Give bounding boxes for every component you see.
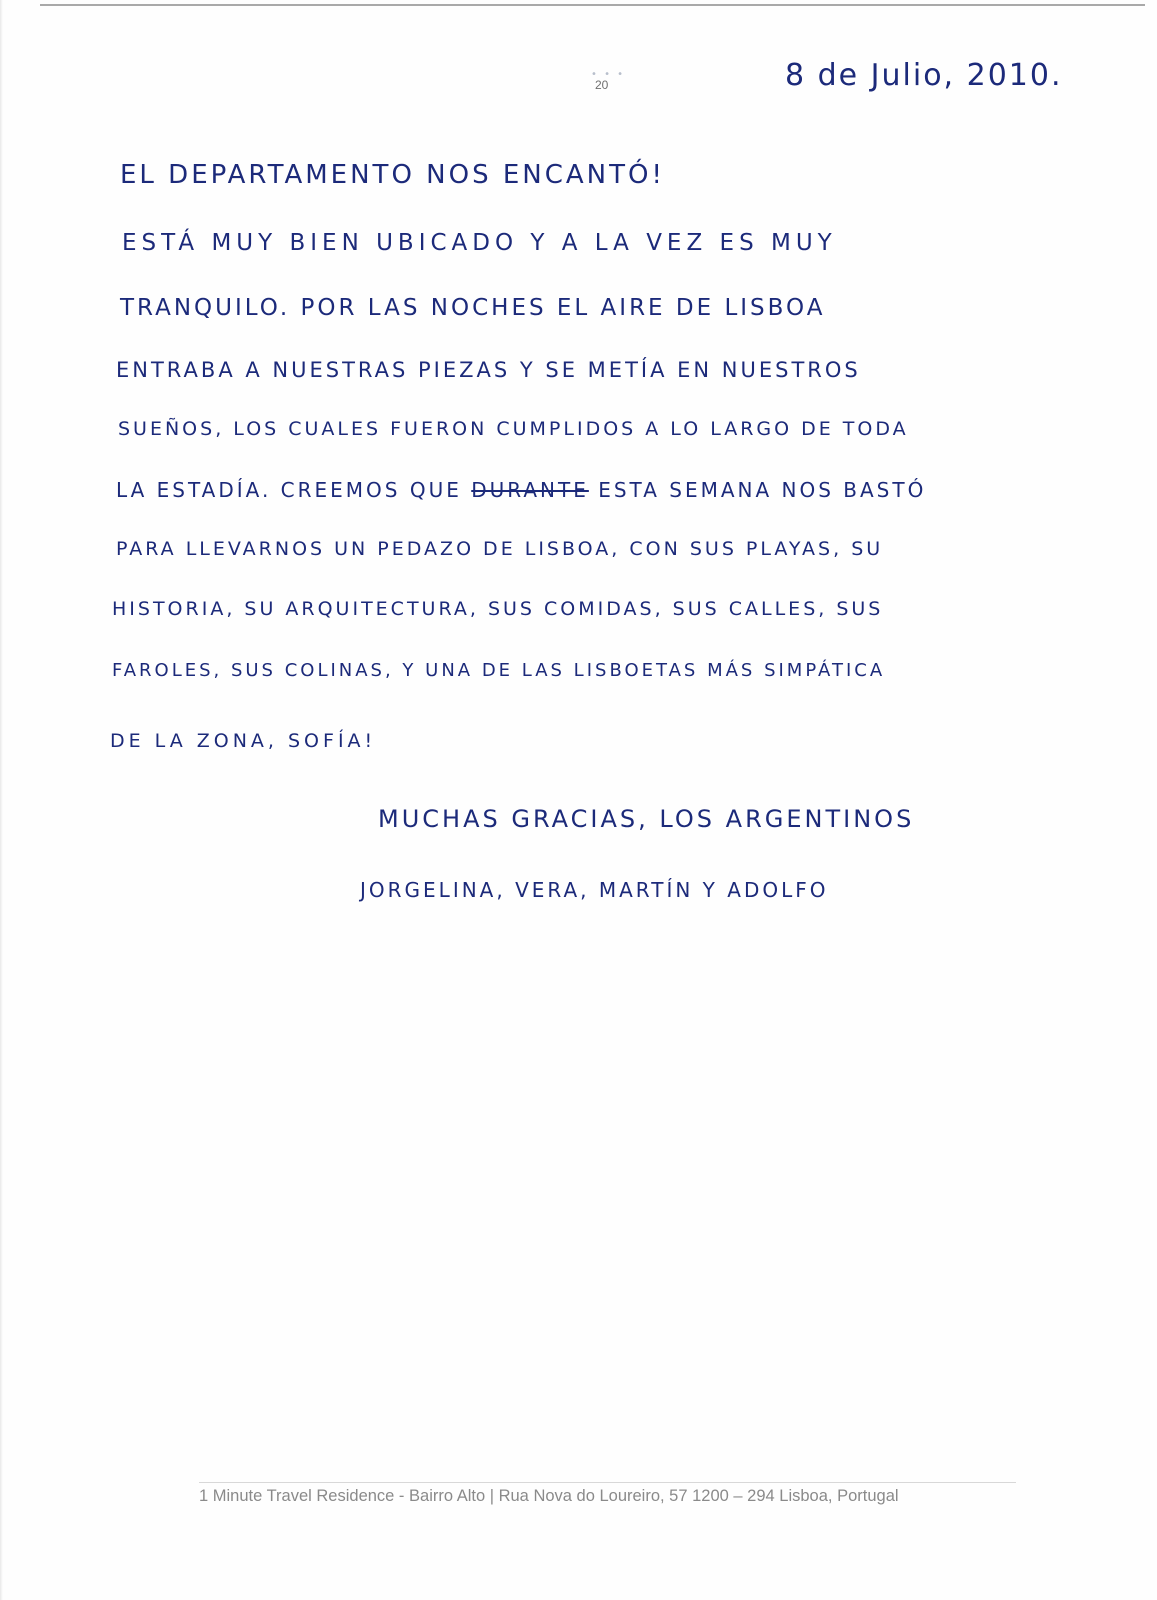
letter-line-6	[116, 478, 926, 502]
scan-left-shadow	[0, 0, 3, 1600]
scan-top-edge	[40, 4, 1145, 6]
letter-line-9: FAROLES, SUS COLINAS, Y UNA DE LAS LISBOETAS MÁS SIMPÁTICA	[112, 660, 886, 681]
crossed-out-word: DURANTE	[471, 478, 589, 502]
letter-line-6-start: LA ESTADÍA. CREEMOS QUE	[116, 478, 462, 502]
letter-line-10: DE LA ZONA, SOFÍA!	[110, 730, 377, 752]
page-dots: • • •	[591, 69, 626, 80]
letter-signoff: MUCHAS GRACIAS, LOS ARGENTINOS	[378, 805, 915, 833]
letter-line-1: EL DEPARTAMENTO NOS ENCANTÓ!	[120, 160, 665, 190]
page-number: 20	[595, 78, 609, 92]
footer-divider	[199, 1482, 1016, 1483]
letter-line-3: TRANQUILO. POR LAS NOCHES EL AIRE DE LISBOA	[120, 295, 826, 321]
footer-address: 1 Minute Travel Residence - Bairro Alto | Rua Nova do Loureiro, 57 1200 – 294 Lisboa, Portugal	[199, 1487, 899, 1505]
letter-line-6-end: ESTA SEMANA NOS BASTÓ	[598, 478, 927, 502]
letter-signatures: JORGELINA, VERA, MARTÍN Y ADOLFO	[360, 878, 829, 902]
letter-line-5: SUEÑOS, LOS CUALES FUERON CUMPLIDOS A LO LARGO DE TODA	[118, 418, 909, 440]
letter-date: 8 de Julio, 2010.	[785, 58, 1063, 93]
letter-line-2: ESTÁ MUY BIEN UBICADO Y A LA VEZ ES MUY	[122, 230, 837, 256]
letter-line-7: PARA LLEVARNOS UN PEDAZO DE LISBOA, CON SUS PLAYAS, SU	[116, 538, 884, 560]
letter-line-8: HISTORIA, SU ARQUITECTURA, SUS COMIDAS, SUS CALLES, SUS	[112, 598, 884, 620]
letter-line-4: ENTRABA A NUESTRAS PIEZAS Y SE METÍA EN NUESTROS	[116, 358, 861, 382]
